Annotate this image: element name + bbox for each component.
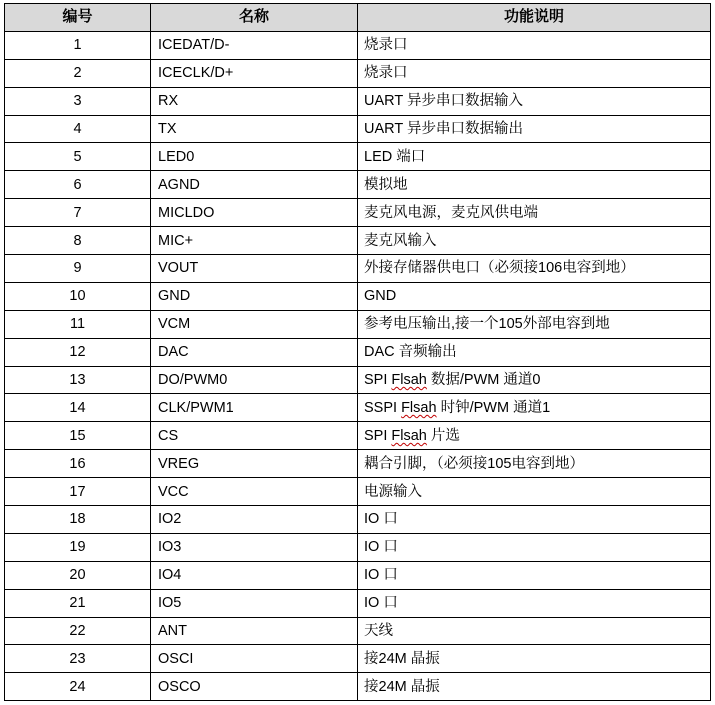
table-row: [5, 450, 711, 478]
pin-number: 16: [5, 450, 151, 478]
pin-name: VCC: [151, 478, 358, 506]
pin-number: 12: [5, 338, 151, 366]
pin-number: 10: [5, 282, 151, 310]
pin-number: 8: [5, 227, 151, 255]
header-desc: 功能说明: [358, 4, 711, 32]
pin-name: VOUT: [151, 255, 358, 283]
table-row: [5, 366, 711, 394]
pin-number: 17: [5, 478, 151, 506]
table-row: [5, 673, 711, 701]
table-row: [5, 394, 711, 422]
pin-description: UART 异步串口数据输入: [358, 87, 711, 115]
pin-description: [358, 366, 711, 394]
pin-number: 19: [5, 533, 151, 561]
pin-description: 耦合引脚，（必须接105电容到地）: [358, 450, 711, 478]
pin-number: 18: [5, 506, 151, 534]
pin-name: IO5: [151, 589, 358, 617]
pin-description: [358, 422, 711, 450]
table-row: [5, 171, 711, 199]
pin-name: RX: [151, 87, 358, 115]
table-header: [5, 4, 711, 32]
table-row: [5, 589, 711, 617]
pin-description: DAC 音频输出: [358, 338, 711, 366]
pin-name: ANT: [151, 617, 358, 645]
table-row: [5, 310, 711, 338]
table-row: [5, 422, 711, 450]
pin-number: 3: [5, 87, 151, 115]
pin-name: CS: [151, 422, 358, 450]
pin-number: 22: [5, 617, 151, 645]
pin-description: 麦克风输入: [358, 227, 711, 255]
table-row: [5, 338, 711, 366]
table-row: [5, 255, 711, 283]
pin-function-table: [4, 3, 711, 701]
pin-description: [358, 394, 711, 422]
pin-description: 接24M 晶振: [358, 645, 711, 673]
pin-name: DO/PWM0: [151, 366, 358, 394]
pin-number: 5: [5, 143, 151, 171]
pin-number: 7: [5, 199, 151, 227]
pin-description: 烧录口: [358, 31, 711, 59]
table-row: [5, 533, 711, 561]
pin-description: 接24M 晶振: [358, 673, 711, 701]
pin-name: GND: [151, 282, 358, 310]
pin-description: 参考电压输出,接一个105外部电容到地: [358, 310, 711, 338]
pin-name: OSCI: [151, 645, 358, 673]
pin-description: UART 异步串口数据输出: [358, 115, 711, 143]
table-row: [5, 143, 711, 171]
header-row: [5, 4, 711, 32]
description-prefix: SSPI: [364, 399, 402, 416]
table-row: [5, 645, 711, 673]
table-row: [5, 199, 711, 227]
pin-number: 4: [5, 115, 151, 143]
pin-description: 模拟地: [358, 171, 711, 199]
pin-number: 21: [5, 589, 151, 617]
pin-number: 11: [5, 310, 151, 338]
pin-description: GND: [358, 282, 711, 310]
pin-name: DAC: [151, 338, 358, 366]
pin-number: 6: [5, 171, 151, 199]
pin-description: IO 口: [358, 506, 711, 534]
pin-name: LED0: [151, 143, 358, 171]
pin-description: 电源输入: [358, 478, 711, 506]
pin-description: 外接存储器供电口（必须接106电容到地）: [358, 255, 711, 283]
spellcheck-marked-word: Flsah: [391, 427, 427, 444]
table-row: [5, 227, 711, 255]
table-body: [5, 31, 711, 700]
pin-name: TX: [151, 115, 358, 143]
table-row: [5, 617, 711, 645]
pin-name: AGND: [151, 171, 358, 199]
pin-name: IO4: [151, 561, 358, 589]
spellcheck-marked-word: Flsah: [401, 399, 437, 416]
pin-name: OSCO: [151, 673, 358, 701]
pin-description: IO 口: [358, 589, 711, 617]
description-suffix: 时钟/PWM 通道1: [436, 399, 551, 416]
pin-description: IO 口: [358, 533, 711, 561]
table-row: [5, 115, 711, 143]
pin-number: 13: [5, 366, 151, 394]
pin-number: 20: [5, 561, 151, 589]
pin-description: 烧录口: [358, 59, 711, 87]
table-row: [5, 478, 711, 506]
pin-name: MIC+: [151, 227, 358, 255]
pin-name: ICEDAT/D-: [151, 31, 358, 59]
header-num: 编号: [5, 4, 151, 32]
pin-number: 15: [5, 422, 151, 450]
pin-name: ICECLK/D+: [151, 59, 358, 87]
table-row: [5, 282, 711, 310]
pin-number: 23: [5, 645, 151, 673]
header-name: 名称: [151, 4, 358, 32]
table-row: [5, 59, 711, 87]
table-row: [5, 506, 711, 534]
pin-name: MICLDO: [151, 199, 358, 227]
pin-name: IO2: [151, 506, 358, 534]
description-suffix: 数据/PWM 通道0: [426, 372, 541, 389]
table-row: [5, 87, 711, 115]
pin-description: LED 端口: [358, 143, 711, 171]
pin-description: 天线: [358, 617, 711, 645]
spellcheck-marked-word: Flsah: [391, 372, 427, 389]
pin-number: 1: [5, 31, 151, 59]
pin-name: CLK/PWM1: [151, 394, 358, 422]
pin-name: VREG: [151, 450, 358, 478]
pin-name: IO3: [151, 533, 358, 561]
description-suffix: 片选: [426, 427, 460, 444]
pin-number: 9: [5, 255, 151, 283]
description-prefix: SPI: [364, 372, 392, 389]
table-row: [5, 561, 711, 589]
pin-number: 24: [5, 673, 151, 701]
description-prefix: SPI: [364, 427, 392, 444]
pin-number: 14: [5, 394, 151, 422]
pin-number: 2: [5, 59, 151, 87]
table-row: [5, 31, 711, 59]
pin-name: VCM: [151, 310, 358, 338]
pin-description: IO 口: [358, 561, 711, 589]
pin-description: 麦克风电源，麦克风供电端: [358, 199, 711, 227]
